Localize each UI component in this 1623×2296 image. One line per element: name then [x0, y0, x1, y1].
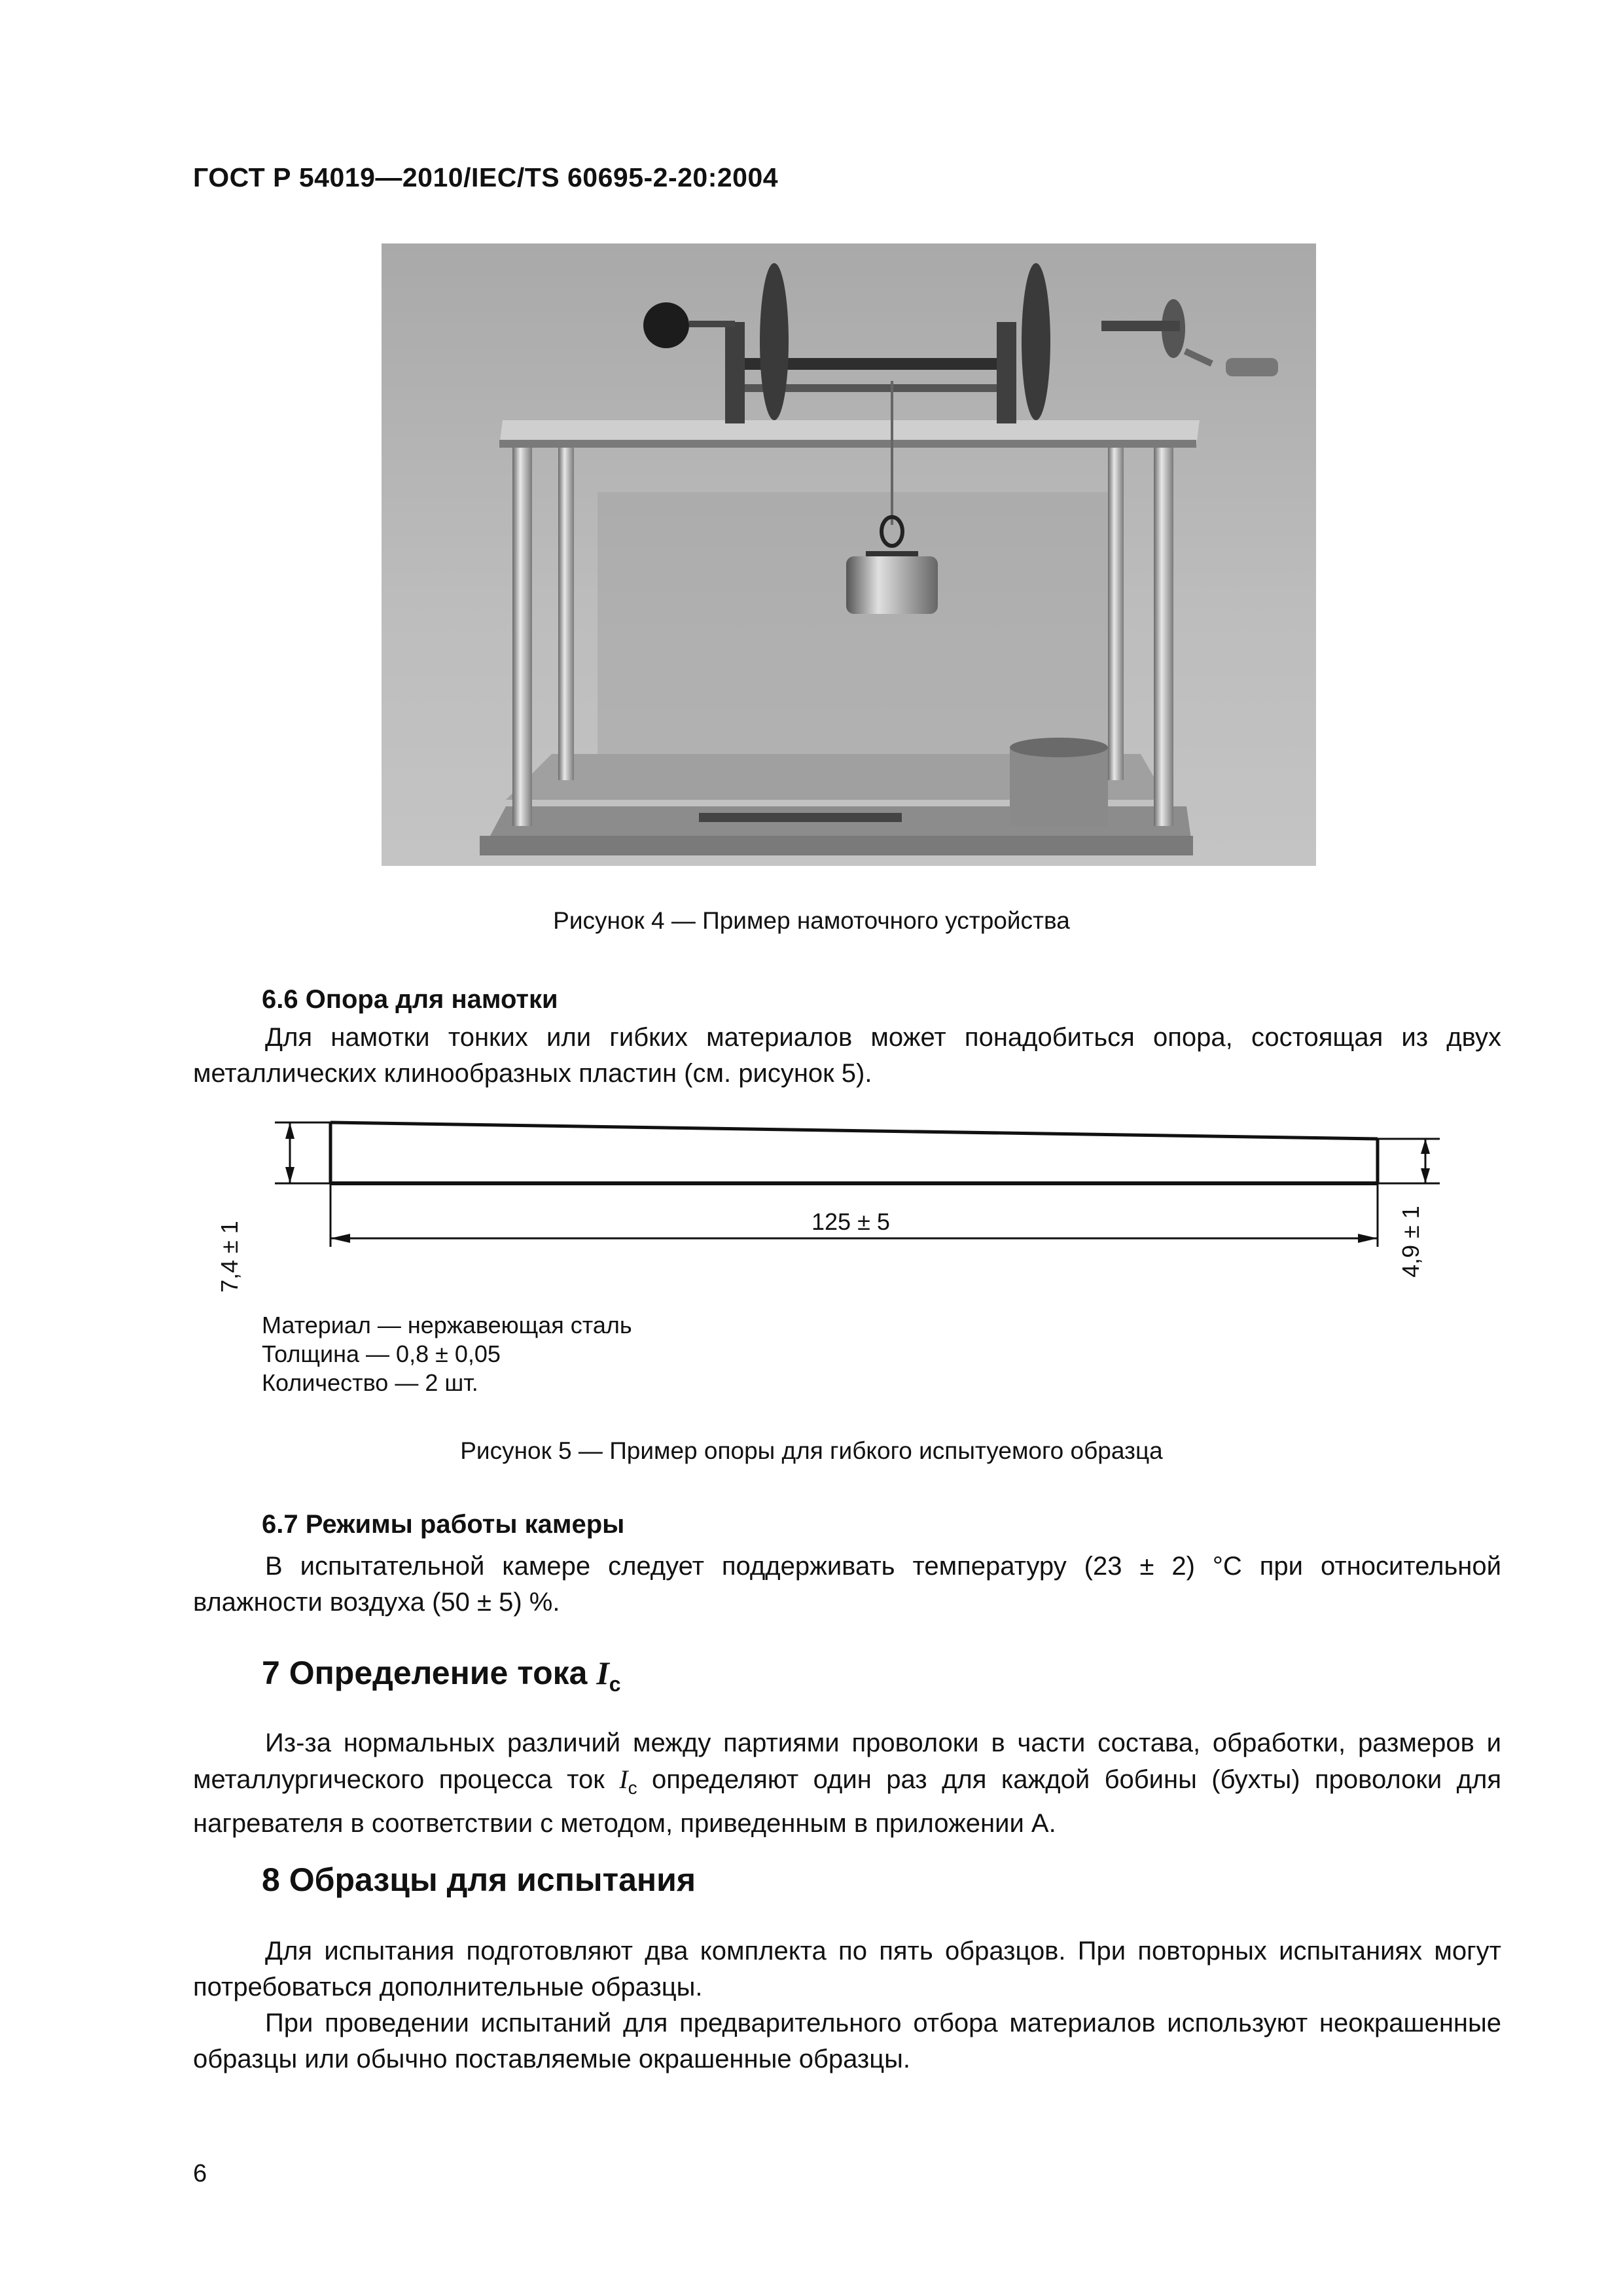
- section-7-heading: [262, 1654, 621, 1696]
- section-7-text: [193, 1725, 1501, 1842]
- dimension-left-height: 7,4 ± 1: [216, 1221, 243, 1293]
- section-6-6-body: [193, 1020, 1501, 1092]
- section-7-text-part1: Из-за нормальных различий между партиями проволоки в части состава, обработки, размеров и металлургического процесса ток: [193, 1729, 1501, 1794]
- winding-device-photo: [382, 243, 1316, 866]
- spec-material: Материал — нержавеющая сталь: [262, 1312, 632, 1338]
- section-6-7-heading: 6.7 Режимы работы камеры: [262, 1510, 625, 1539]
- section-7-text-part2: определяют один раз для каждой бобины (бухты) проволоки для нагревателя в соответствии с методом, приведенным в приложении А.: [193, 1765, 1501, 1838]
- current-symbol: I: [596, 1655, 609, 1691]
- document-header: ГОСТ Р 54019—2010/IEC/TS 60695-2-20:2004: [193, 162, 779, 192]
- section-8-body: [193, 1933, 1501, 2077]
- page-number: 6: [193, 2160, 207, 2187]
- figure5-caption: Рисунок 5 — Пример опоры для гибкого испытуемого образца: [460, 1437, 1163, 1464]
- figure4-caption: Рисунок 4 — Пример намоточного устройства: [553, 907, 1070, 934]
- section-7-body: [193, 1725, 1501, 1842]
- section-6-7-text: В испытательной камере следует поддерживать температуру (23 ± 2) °С при относительной влажности воздуха (50 ± 5) %.: [193, 1552, 1501, 1617]
- section-6-7-body: [193, 1549, 1501, 1621]
- section-6-6-heading: 6.6 Опора для намотки: [262, 985, 558, 1014]
- section-7-heading-text: 7 Определение тока: [262, 1655, 597, 1691]
- spec-quantity: Количество — 2 шт.: [262, 1369, 478, 1396]
- dimension-right-height: 4,9 ± 1: [1397, 1206, 1424, 1278]
- section-7-subscript: c: [628, 1778, 637, 1798]
- section-8-para1: Для испытания подготовляют два комплекта по пять образцов. При повторных испытаниях могут потребоваться дополнительные образцы.: [193, 1937, 1501, 2001]
- support-plate-drawing: [242, 1113, 1459, 1283]
- section-6-6-text: Для намотки тонких или гибких материалов может понадобиться опора, состоящая из двух металлических клинообразных пластин (см. рисунок 5).: [193, 1023, 1501, 1088]
- spec-list: [262, 1311, 632, 1397]
- current-subscript: c: [609, 1672, 621, 1696]
- spec-thickness: Толщина — 0,8 ± 0,05: [262, 1340, 501, 1367]
- section-8-heading: 8 Образцы для испытания: [262, 1861, 696, 1898]
- dimension-length: 125 ± 5: [812, 1208, 890, 1235]
- section-7-symbol: I: [619, 1765, 628, 1794]
- section-8-para2: При проведении испытаний для предварительного отбора материалов используют неокрашенные образцы или обычно поставляемые окрашенные образцы.: [193, 2009, 1501, 2073]
